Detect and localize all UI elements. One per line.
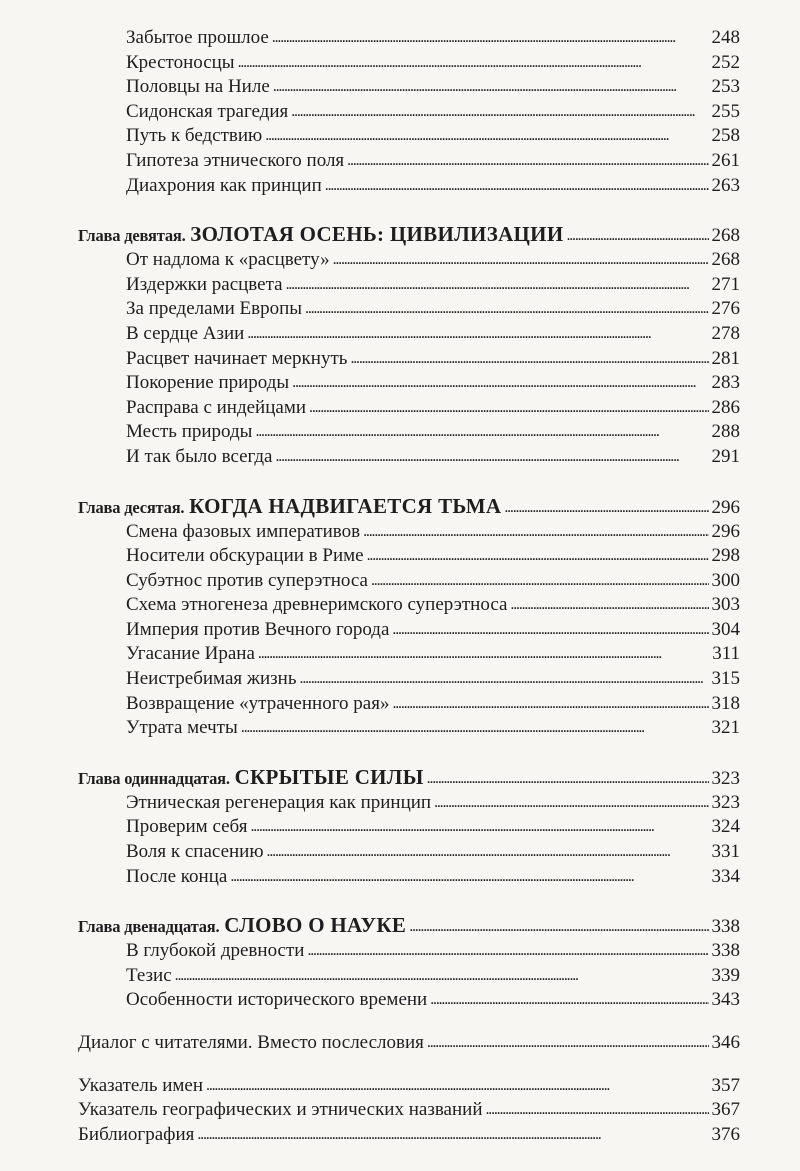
toc-entry-title: Крестоносцы — [126, 51, 235, 73]
toc-entry — [78, 544, 740, 569]
dot-leader — [510, 592, 708, 618]
dot-leader — [485, 1097, 708, 1123]
page-number: 315 — [711, 668, 740, 690]
table-of-contents — [78, 26, 740, 1147]
page-number: 303 — [711, 594, 740, 616]
toc-entry — [78, 865, 740, 890]
dot-leader — [276, 444, 709, 470]
toc-entry-title: После конца — [126, 865, 228, 887]
page-number: 357 — [711, 1074, 740, 1096]
toc-entry — [78, 420, 740, 445]
page-number: 346 — [711, 1032, 740, 1053]
toc-entry-title: Гипотеза этнического поля — [126, 149, 345, 171]
toc-entry — [78, 791, 740, 816]
page-number: 323 — [711, 767, 740, 789]
page-number: 258 — [711, 125, 740, 147]
toc-entry-title: Субэтнос против суперэтноса — [126, 569, 368, 591]
dot-leader — [267, 839, 709, 865]
chapter-heading-title — [78, 220, 563, 250]
page-number: 248 — [711, 27, 740, 48]
page-number: 263 — [711, 174, 740, 196]
toc-entry — [78, 569, 740, 594]
toc-entry — [78, 716, 740, 741]
chapter-heading-title — [78, 763, 424, 793]
toc-entry-title: Сидонская трагедия — [126, 100, 289, 122]
dot-leader — [430, 987, 708, 1013]
page-number: 331 — [711, 841, 740, 863]
toc-entry-title: За пределами Европы — [126, 298, 303, 320]
page-number: 278 — [711, 322, 740, 344]
chapter-heading — [78, 911, 740, 939]
dot-leader — [392, 617, 708, 643]
page-number: 291 — [711, 445, 740, 467]
dot-leader — [409, 912, 708, 941]
toc-entry-title: Издержки расцвета — [126, 273, 283, 295]
back-matter-entry — [78, 1123, 740, 1148]
page-number: 376 — [711, 1123, 740, 1145]
dot-leader — [305, 296, 708, 322]
back-matter-entry — [78, 1074, 740, 1099]
chapter-heading — [78, 763, 740, 791]
page-number: 253 — [711, 76, 740, 98]
toc-entry — [78, 593, 740, 618]
toc-entry-title: Утрата мечты — [126, 717, 238, 739]
toc-entry-title: Покорение природы — [126, 372, 290, 394]
page-number: 323 — [711, 791, 740, 813]
page-number: 334 — [711, 865, 740, 887]
dot-leader — [238, 50, 709, 76]
page-number: 283 — [711, 372, 740, 394]
page-number: 296 — [711, 520, 740, 542]
toc-entry-title: И так было всегда — [126, 445, 273, 467]
dot-leader — [392, 691, 708, 717]
dot-leader — [258, 641, 709, 667]
page-number: 304 — [711, 618, 740, 640]
toc-entry-title: Особенности исторического времени — [126, 989, 428, 1011]
dot-leader — [292, 370, 708, 396]
toc-entry — [78, 347, 740, 372]
dot-leader — [504, 493, 708, 522]
toc-entry — [78, 964, 740, 989]
toc-entry-title: Забытое прошлое — [126, 27, 269, 48]
toc-entry — [78, 396, 740, 421]
chapter-label: Глава девятая. — [78, 226, 186, 246]
back-matter-entry — [78, 1098, 740, 1123]
dot-leader — [255, 419, 708, 445]
toc-entry-title: От надлома к «расцвету» — [126, 249, 330, 271]
toc-entry-title: Месть природы — [126, 421, 253, 443]
dot-leader — [230, 864, 708, 890]
toc-entry — [78, 520, 740, 545]
chapter-label: Глава десятая. — [78, 497, 185, 517]
dot-leader — [325, 173, 709, 199]
toc-entry — [78, 371, 740, 396]
dot-leader — [291, 99, 708, 125]
page-number: 300 — [711, 569, 740, 591]
chapter-name: КОГДА НАДВИГАЕТСЯ ТЬМА — [189, 493, 502, 518]
toc-entry-title: Империя против Вечного города — [126, 618, 390, 640]
dot-leader — [247, 321, 708, 347]
dot-leader — [333, 247, 709, 273]
back-matter-entry-title: Указатель географических и этнических названий — [78, 1099, 483, 1121]
toc-entry-title: Диахрония как принцип — [126, 174, 322, 196]
page-number: 318 — [711, 692, 740, 714]
dot-leader — [251, 814, 709, 840]
toc-entry — [78, 297, 740, 322]
toc-entry-title: Носители обскурации в Риме — [126, 545, 364, 567]
chapter-name: СЛОВО О НАУКЕ — [224, 913, 407, 938]
dot-leader — [367, 543, 709, 569]
page-number: 321 — [711, 717, 740, 739]
dot-leader — [241, 715, 709, 741]
dot-leader — [347, 148, 708, 174]
dot-leader — [273, 74, 709, 100]
chapter-heading-title — [78, 492, 501, 522]
toc-entry-title: Тезис — [126, 964, 172, 986]
page-number: 255 — [711, 100, 740, 122]
dot-leader — [197, 1122, 708, 1148]
toc-entry — [78, 100, 740, 125]
page-number: 276 — [711, 298, 740, 320]
page-number: 338 — [711, 916, 740, 938]
page-number: 338 — [711, 940, 740, 962]
toc-entry — [78, 939, 740, 964]
chapter-label: Глава одиннадцатая. — [78, 768, 230, 788]
page-number: 271 — [711, 273, 740, 295]
page-number: 252 — [711, 51, 740, 73]
toc-entry — [78, 26, 740, 51]
toc-entry-title: В глубокой древности — [126, 940, 305, 962]
dot-leader — [566, 221, 708, 250]
page-number: 311 — [712, 643, 740, 665]
toc-entry — [78, 322, 740, 347]
page-number: 296 — [711, 496, 740, 518]
dot-leader — [206, 1073, 708, 1099]
page-number: 298 — [711, 545, 740, 567]
back-matter-entry-title: Диалог с читателями. Вместо послесловия — [78, 1032, 424, 1053]
toc-entry-title: Расцвет начинает меркнуть — [126, 347, 348, 369]
page-number: 261 — [711, 149, 740, 171]
page-number: 343 — [711, 989, 740, 1011]
dot-leader — [265, 123, 708, 149]
toc-entry-title: Смена фазовых императивов — [126, 520, 361, 542]
page-number: 288 — [711, 421, 740, 443]
page-number: 268 — [711, 249, 740, 271]
page-number: 268 — [711, 225, 740, 247]
toc-entry — [78, 618, 740, 643]
page-number: 367 — [711, 1099, 740, 1121]
toc-entry — [78, 840, 740, 865]
toc-entry-title: Схема этногенеза древнеримского суперэтноса — [126, 594, 508, 616]
toc-entry-title: Неистребимая жизнь — [126, 668, 297, 690]
page-number: 339 — [711, 964, 740, 986]
toc-entry — [78, 692, 740, 717]
toc-entry — [78, 642, 740, 667]
dot-leader — [350, 346, 708, 372]
toc-entry-title: Возвращение «утраченного рая» — [126, 692, 390, 714]
page-number: 324 — [711, 816, 740, 838]
back-matter-entry-title: Указатель имен — [78, 1074, 204, 1096]
toc-entry-title: В сердце Азии — [126, 322, 245, 344]
toc-entry-title: Воля к спасению — [126, 841, 264, 863]
toc-entry — [78, 273, 740, 298]
back-matter-entry-title: Библиография — [78, 1123, 195, 1145]
toc-entry — [78, 667, 740, 692]
chapter-heading — [78, 492, 740, 520]
toc-entry — [78, 124, 740, 149]
dot-leader — [427, 764, 709, 793]
toc-entry — [78, 75, 740, 100]
back-matter-entry — [78, 1031, 740, 1056]
dot-leader — [175, 963, 709, 989]
toc-entry-title: Проверим себя — [126, 816, 248, 838]
toc-entry — [78, 174, 740, 199]
dot-leader — [272, 25, 709, 51]
dot-leader — [434, 790, 708, 816]
toc-entry-title: Этническая регенерация как принцип — [126, 791, 432, 813]
toc-entry — [78, 149, 740, 174]
toc-entry-title: Угасание Ирана — [126, 643, 255, 665]
toc-entry — [78, 51, 740, 76]
dot-leader — [309, 395, 708, 421]
dot-leader — [286, 272, 709, 298]
page-number: 286 — [711, 396, 740, 418]
chapter-label: Глава двенадцатая. — [78, 917, 220, 937]
toc-entry — [78, 815, 740, 840]
toc-entry — [78, 988, 740, 1013]
toc-entry-title: Расправа с индейцами — [126, 396, 307, 418]
chapter-name: ЗОЛОТАЯ ОСЕНЬ: ЦИВИЛИЗАЦИИ — [190, 222, 564, 247]
dot-leader — [371, 568, 709, 594]
dot-leader — [300, 666, 709, 692]
chapter-name: СКРЫТЫЕ СИЛЫ — [234, 764, 424, 789]
toc-entry-title: Половцы на Ниле — [126, 76, 270, 98]
chapter-heading — [78, 220, 740, 248]
toc-entry — [78, 445, 740, 470]
page-number: 281 — [711, 347, 740, 369]
toc-entry-title: Путь к бедствию — [126, 125, 263, 147]
toc-entry — [78, 248, 740, 273]
dot-leader — [427, 1030, 709, 1056]
dot-leader — [363, 519, 708, 545]
chapter-heading-title — [78, 911, 406, 941]
dot-leader — [307, 938, 708, 964]
